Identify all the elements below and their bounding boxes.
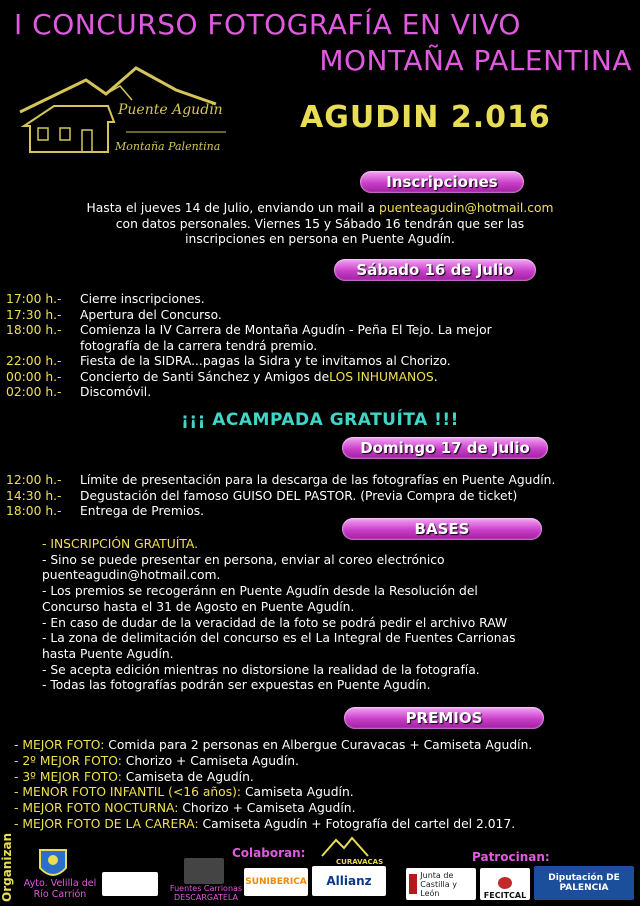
- diputacion-label: Diputación DE PALENCIA: [548, 873, 620, 893]
- premio-label: - 2º MEJOR FOTO:: [14, 753, 122, 768]
- schedule-time: 14:30 h.-: [6, 488, 62, 503]
- schedule-text: Concierto de Santi Sánchez y Amigos de: [80, 369, 330, 384]
- premio-text: Camiseta de Agudín.: [121, 769, 254, 784]
- diputacion-logo: [534, 866, 634, 900]
- schedule-row: [6, 385, 492, 401]
- logo-subtitle: Montaña Palentina: [115, 140, 221, 153]
- schedule-text: Degustación del famoso GUISO DEL PASTOR. (Previa Compra de ticket): [80, 488, 518, 503]
- premio-text: Chorizo + Camiseta Agudín.: [178, 801, 356, 816]
- bases-line: - Todas las fotografías podrán ser expuestas en Puente Agudín.: [42, 678, 431, 693]
- collaborator-logo: [102, 872, 158, 896]
- premio-text: Comida para 2 personas en Albergue Curavacas + Camiseta Agudín.: [104, 738, 533, 752]
- ayto-label: Ayto. Velilla del Río Carrión: [23, 878, 97, 900]
- bases-line: - En caso de dudar de la veracidad de la foto se podrá pedir el archivo RAW: [42, 615, 508, 630]
- bases-line: hasta Puente Agudín.: [42, 646, 174, 661]
- schedule-row: [6, 473, 555, 489]
- band-name: LOS INHUMANOS: [329, 369, 434, 384]
- bases-list: [42, 537, 516, 694]
- premio-label: - MEJOR FOTO:: [14, 738, 105, 752]
- premio-item: [14, 738, 532, 754]
- junta-label: Junta de Castilla y León: [420, 870, 457, 898]
- schedule-time: 00:00 h.-: [6, 369, 62, 384]
- premios-list: [14, 738, 532, 833]
- premio-label: - 3º MEJOR FOTO:: [14, 769, 122, 784]
- descargatela-label: DESCARGATELA: [173, 893, 238, 902]
- patrocinan-label: Patrocinan:: [472, 850, 550, 864]
- bases-line: - Los premios se recogeránn en Puente Agudín desde la Resolución del: [42, 584, 478, 599]
- schedule-time: 22:00 h.-: [6, 354, 62, 368]
- schedule-time: 17:30 h.-: [6, 307, 62, 322]
- schedule-text: Apertura del Concurso.: [80, 307, 222, 322]
- poster-title-line1: I CONCURSO FOTOGRAFÍA EN VIVO: [14, 8, 521, 41]
- bases-line: - La zona de delimitación del concurso es el La Integral de Fuentes Carrionas: [42, 631, 516, 646]
- premio-label: - MENOR FOTO INFANTIL (<16 años):: [14, 785, 242, 800]
- schedule-row-continuation: [6, 339, 492, 355]
- inscripciones-heading: Inscripciones: [360, 171, 524, 193]
- fuentes-label: [166, 884, 246, 902]
- schedule-row: [6, 292, 492, 308]
- sabado-heading: Sábado 16 de Julio: [334, 259, 536, 281]
- inscripciones-line3: inscripciones en persona en Puente Agudín.: [185, 232, 455, 246]
- schedule-text: fotografía de la carrera tendrá premio.: [80, 338, 318, 353]
- inscripciones-line1: Hasta el jueves 14 de Julio, enviando un mail a: [86, 201, 380, 215]
- fecitcal-logo: [480, 868, 530, 900]
- colaboran-label: Colaboran:: [232, 846, 306, 860]
- premio-text: Chorizo + Camiseta Agudín.: [121, 753, 299, 768]
- domingo-heading: Domingo 17 de Julio: [342, 437, 548, 459]
- premio-label: - MEJOR FOTO NOCTURNA:: [14, 801, 179, 816]
- bases-line: - Sino se puede presentar en persona, enviar al coreo electrónico: [42, 552, 445, 567]
- inscripciones-text: [0, 201, 640, 248]
- organizan-label: Organizan: [0, 832, 14, 902]
- schedule-text: Comienza la IV Carrera de Montaña Agudín - Peña El Tejo. La mejor: [80, 323, 492, 337]
- junta-logo: [406, 868, 476, 900]
- bases-first-item: - INSCRIPCIÓN GRATUÍTA.: [42, 537, 198, 551]
- allianz-logo: [312, 866, 386, 896]
- fecitcal-emblem-icon: [498, 877, 512, 889]
- schedule-time: 17:00 h.-: [6, 292, 62, 306]
- premio-item: [14, 785, 532, 801]
- schedule-time: 12:00 h.-: [6, 473, 62, 487]
- schedule-row: [6, 354, 492, 370]
- premio-text: Camiseta Agudín.: [241, 785, 354, 800]
- junta-shield-icon: [409, 874, 417, 894]
- poster-title-line2: MONTAÑA PALENTINA: [319, 44, 632, 77]
- schedule-time: 18:00 h.-: [6, 323, 62, 337]
- organizan-label-wrap: [0, 830, 14, 902]
- inscripciones-line2: con datos personales. Viernes 15 y Sábado 16 tendrán que ser las: [115, 216, 525, 231]
- coat-of-arms-icon: [36, 846, 70, 882]
- curavacas-label: CURAVACAS: [336, 858, 384, 866]
- edition-title: AGUDIN 2.016: [300, 100, 551, 135]
- schedule-text: Discomóvil.: [80, 385, 152, 399]
- suniberica-logo: [244, 868, 308, 896]
- schedule-text: Límite de presentación para la descarga de las fotografías en Puente Agudín.: [80, 473, 556, 487]
- premio-text: Camiseta Agudín + Fotografía del cartel del 2.017.: [198, 816, 516, 831]
- schedule-text: Cierre inscripciones.: [80, 292, 205, 306]
- premios-heading: PREMIOS: [344, 707, 544, 729]
- schedule-row: [6, 308, 492, 324]
- bases-line: puenteagudin@hotmail.com.: [42, 568, 221, 583]
- bases-line: Concurso hasta el 31 de Agosto en Puente Agudín.: [42, 599, 355, 614]
- schedule-row: [6, 489, 555, 505]
- premio-item: [14, 817, 532, 833]
- fuentes-logo-icon: [184, 858, 224, 884]
- logo-name: Puente Agudín: [118, 102, 223, 118]
- suniberica-label: SUNIBERICA: [245, 877, 307, 887]
- inscripciones-email: puenteagudin@hotmail.com: [379, 201, 554, 215]
- sabado-schedule: [6, 292, 492, 401]
- schedule-time: 02:00 h.-: [6, 385, 62, 399]
- schedule-text: Fiesta de la SIDRA...pagas la Sidra y te invitamos al Chorizo.: [80, 354, 451, 368]
- premio-label: - MEJOR FOTO DE LA CARERA:: [14, 816, 199, 831]
- acampada-banner: ¡¡¡ ACAMPADA GRATUÍTA !!!: [181, 410, 459, 430]
- allianz-label: Allianz: [326, 874, 372, 888]
- fecitcal-label: FECITCAL: [483, 891, 527, 900]
- schedule-text: Entrega de Premios.: [80, 504, 205, 518]
- premio-item: [14, 770, 532, 786]
- schedule-time: 18:00 h.-: [6, 504, 62, 518]
- bases-heading: BASES: [342, 518, 542, 540]
- bases-line: - Se acepta edición mientras no distorsione la realidad de la fotografía.: [42, 662, 480, 677]
- schedule-row: [6, 323, 492, 339]
- premio-item: [14, 801, 532, 817]
- domingo-schedule: [6, 473, 555, 520]
- schedule-text-end: .: [433, 369, 438, 384]
- premio-item: [14, 754, 532, 770]
- schedule-row: [6, 370, 492, 386]
- fuentes-name: Fuentes Carrionas: [169, 884, 243, 893]
